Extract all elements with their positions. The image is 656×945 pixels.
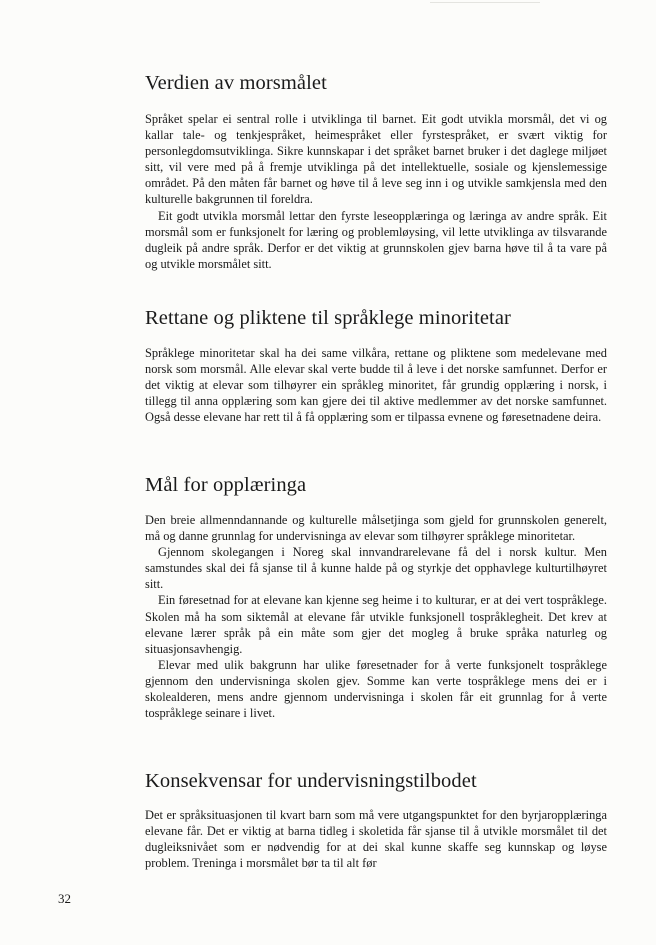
paragraph: Elevar med ulik bakgrunn har ulike føresetnader for å verte funksjonelt tospråklege gjennom den undervisninga skolen gjev. Somme kan verte tospråklege mens dei er i skolealderen, mens andre gjennom undervisninga i skolen får eit grunnlag for å verte tospråklege seinare i livet.	[145, 657, 607, 721]
paragraph: Ein føresetnad for at elevane kan kjenne seg heime i to kulturar, er at dei vert tospråklege. Skolen må ha som siktemål at elevane får utvikle funksjonell tospråklegheit. Det krev at elevane lærer språk på ein måte som gjer det mogleg å bruke språka naturleg og situasjonsavhengig.	[145, 593, 607, 656]
section-heading-maal: Mål for opplæringa	[145, 474, 307, 496]
section-body-konsekvensar	[145, 807, 607, 871]
section-body-verdien	[145, 111, 607, 272]
paragraph: Gjennom skolegangen i Noreg skal innvandrarelevane få del i norsk kultur. Men samstundes skal dei få sjanse til å kunne halde på og styrkje det opphavlege kulturtilhøyret sitt.	[145, 545, 607, 592]
paragraph: Eit godt utvikla morsmål lettar den fyrste leseopplæringa og læringa av andre språk. Eit morsmål som er funksjonelt for læring og problemløysing, vil lette utviklinga av tilsvarande dugleik på andre språk. Derfor er det viktig at grunnskolen gjev barna høve til å ta vare på og utvikle morsmålet sitt.	[145, 208, 607, 271]
section-heading-rettane: Rettane og pliktene til språklege minoritetar	[145, 307, 511, 329]
paragraph: Språket spelar ei sentral rolle i utviklinga til barnet. Eit godt utvikla morsmål, det vi og kallar tale- og tenkjespråket, heimespråket eller fyrstespråket, er svært viktig for personlegdomsutviklinga. Sikre kunnskapar i det språket barnet bruker i det daglege miljøet sitt, vil vere med på å fremje utviklinga på det intellektuelle, sosiale og kjenslemessige området. På den måten får barnet og høve til å leve seg inn i og utvikle samkjensla med den kulturelle bakgrunnen til foreldra.	[145, 112, 607, 207]
paragraph: Det er språksituasjonen til kvart barn som må vere utgangspunktet for den byrjaropplæringa elevane får. Det er viktig at barna tidleg i skoletida får sjanse til å utvikle morsmålet til det dugleiksnivået som er nødvendig for at dei skal kunne skaffe seg kunnskap og løyse problem. Treninga i morsmålet bør ta til alt før	[145, 808, 607, 871]
section-body-rettane	[145, 345, 607, 425]
section-heading-konsekvensar: Konsekvensar for undervisningstilbodet	[145, 770, 477, 792]
paragraph: Språklege minoritetar skal ha dei same vilkåra, rettane og pliktene som medelevane med norsk som morsmål. Alle elevar skal verte budde til å leve i det norske samfunnet. Derfor er det viktig at elevar som tilhøyrer ein språkleg minoritet, får grundig opplæring i norsk, i tillegg til anna opplæring som kan gjere dei til aktive medlemmer av det norske samfunnet. Også desse elevane har rett til å få opplæring som er tilpassa evnene og føresetnadene deira.	[145, 346, 607, 425]
scan-edge-line	[430, 2, 540, 3]
page-number: 32	[58, 891, 71, 906]
section-heading-verdien: Verdien av morsmålet	[145, 72, 327, 94]
paragraph: Den breie allmenndannande og kulturelle målsetjinga som gjeld for grunnskolen generelt, må og danne grunnlag for undervisninga av elevar som tilhøyrer språklege minoritetar.	[145, 513, 607, 544]
section-body-maal	[145, 512, 607, 721]
